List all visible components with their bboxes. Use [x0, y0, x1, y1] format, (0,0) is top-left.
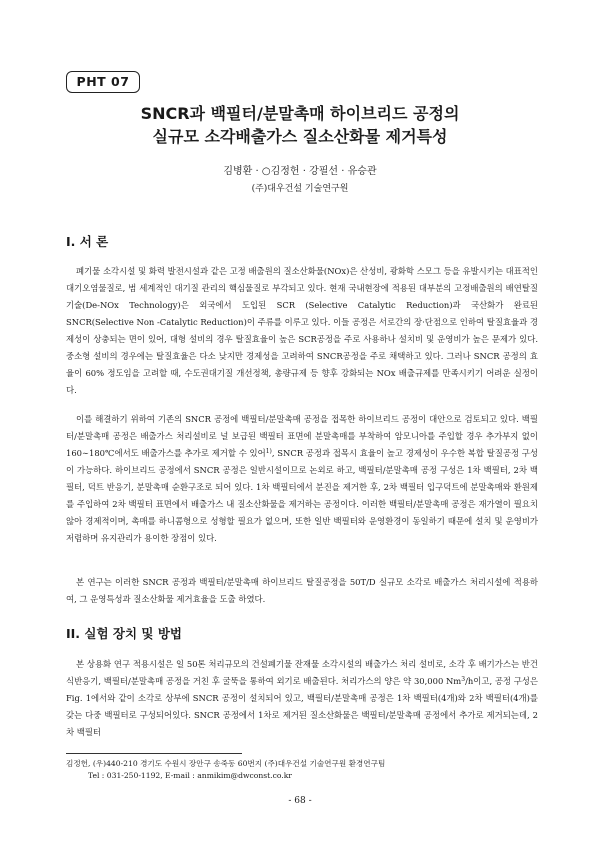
- title-line-2: 실규모 소각배출가스 질소산화물 제거특성: [152, 127, 448, 146]
- methods-paragraph-1-text-a: 본 상용화 연구 적용시설은 일 50톤 처리규모의 건설폐기물 잔재물 소각시설의 배출가스 처리 설비로, 소각 후 배기가스는 반건식반응기, 백필터/분말촉매 공정을 거친 후 굴뚝을 통하여 외기로 배출된다. 처리가스의 양은 약 30,000 Nm: [66, 659, 538, 686]
- intro-paragraph-3: 본 연구는 이러한 SNCR 공정과 백필터/분말촉매 하이브리드 탈질공정을 50T/D 실규모 소각로 배출가스 처리시설에 적용하여, 그 운영특성과 질소산화물 제거효율을 도출 하였다.: [66, 577, 538, 604]
- authors: 김병환 · ○김정헌 · 강필선 · 유승관: [223, 166, 377, 177]
- footnote-divider: [66, 753, 242, 754]
- footnote-contact: Tel : 031-250-1192, E-mail : anmikim@dwconst.co.kr: [88, 771, 292, 780]
- intro-paragraph-2-text-a: 이를 해결하기 위하여 기존의 SNCR 공정에 백필터/분말촉매 공정을 접목한 하이브리드 공정이 대안으로 검토되고 있다. 백필터/분말촉매 공정은 배출가스 처리설비로 널 보급된 백필터 표면에 분말촉매를 부착하여 암모니아를 주입할 경우 추가부지 없이 160∼180℃에서도 배출가스를 추가로 제거할 수 있어: [66, 414, 538, 458]
- affiliation: (주)대우건설 기술연구원: [251, 184, 349, 194]
- section-heading-introduction: I. 서 론: [66, 234, 109, 249]
- unit-superscript: 3: [461, 676, 466, 683]
- intro-paragraph-2-text-b: , SNCR 공정과 접목시 효율이 높고 경제성이 우수한 복합 탈질공정 구성이 가능하다. 하이브리드 공정에서 SNCR 공정은 일반시설이므로 논외로 하고, 백필터/분말촉매 공정 구성은 1차 백필터, 2차 백필터, 덕트 반응기, 분말촉매 순환구조로 되어 있다. 1차 백필터에서 분진을 제거한 후, 2차 백필터 입구덕트에 분말촉매와 환원제를 주입하여 2차 백필터 표면에서 배출가스 내 질소산화물을 제거하는 공정이다. 이러한 백필터/분말촉매 공정은 재가열이 필요치 않아 경제적이며, 촉매를 하니콤형으로 성형할 필요가 없으며, 또한 일반 백필터와 운영환경이 동일하기 때문에 설치 및 운영비가 저렴하며 유지관리가 용이한 장점이 있다.: [66, 448, 538, 543]
- citation-superscript: 1): [265, 448, 272, 455]
- section-heading-methods: II. 실험 장치 및 방법: [66, 626, 182, 641]
- methods-paragraph-1-text-b: /h이고, 공정 구성은 Fig. 1에서와 같이 소각로 상부에 SNCR 공정이 설치되어 있고, 백필터/분말촉매 공정은 1차 백필터(4개)와 2차 백필터(4개)를 갖는 다중 백필터로 구성되어있다. SNCR 공정에서 1차로 제거된 질소산화물은 백필터/분말촉매 공정에서 추가로 제거되는데, 2차 백필터: [66, 676, 538, 737]
- intro-paragraph-1: 폐기물 소각시설 및 화력 발전시설과 같은 고정 배출원의 질소산화물(NOx)은 산성비, 광화학 스모그 등을 유발시키는 대표적인 대기오염물질로, 범 세계적인 대기질 관리의 핵심물질로 부각되고 있다. 현재 국내현장에 적용된 대부분의 고정배출원의 배연탈질기술(De-NOx Technology)은 외국에서 도입된 SCR (Selective Catalytic Reduction)과 국산화가 완료된 SNCR(Selective Non -Catalytic Reduction)이 주류를 이루고 있다. 이들 공정은 서로간의 장·단점으로 인하여 탈질효율과 경제성이 상충되는 면이 있어, 대형 설비의 경우 탈질효율이 높은 SCR공정을 주로 사용하나 설치비 및 운영비가 높은 문제가 있다. 중소형 설비의 경우에는 탈질효율은 다소 낮지만 경제성을 고려하여 SNCR공정을 주로 채택하고 있다. 그러나 SNCR 공정의 효율이 60% 정도임을 고려할 때, 수도권대기질 개선정책, 총량규제 등 향후 강화되는 NOx 배출규제를 만족시키기 어려운 실정이다.: [66, 266, 538, 395]
- intro-paragraph-2: [66, 411, 538, 547]
- title-line-1: SNCR과 백필터/분말촉매 하이브리드 공정의: [140, 104, 460, 123]
- session-label: PHT 07: [66, 71, 140, 93]
- page-number: - 68 -: [288, 796, 312, 806]
- methods-paragraph-1: [66, 656, 538, 741]
- footnote-address: 김정헌, (우)440-210 경기도 수원시 장안구 송죽동 60번지 (주)대우건설 기술연구원 환경연구팀: [66, 759, 386, 768]
